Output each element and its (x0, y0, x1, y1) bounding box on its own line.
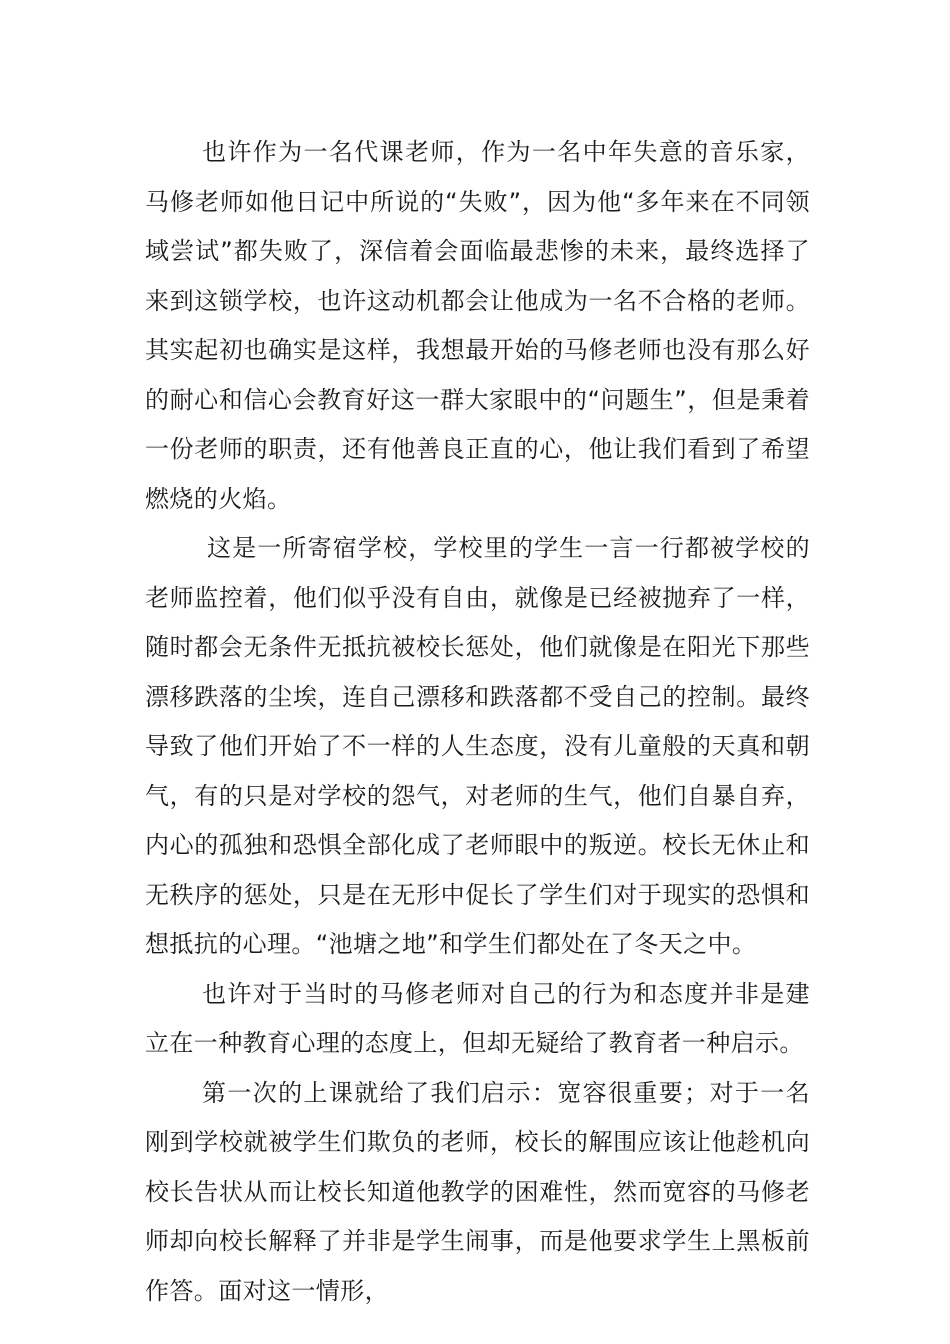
paragraph-4: 第一次的上课就给了我们启示：宽容很重要；对于一名刚到学校就被学生们欺负的老师，校长的解围应该让他趁机向校长告状从而让校长知道他教学的困难性，然而宽容的马修老师却向校长解释了并非是学生闹事，而是他要求学生上黑板前作答。面对这一情形， (145, 1078, 810, 1305)
paragraph-3: 也许对于当时的马修老师对自己的行为和态度并非是建立在一种教育心理的态度上，但却无疑给了教育者一种启示。 (145, 979, 810, 1057)
paragraph-1: 也许作为一名代课老师，作为一名中年失意的音乐家，马修老师如他日记中所说的“失败”，因为他“多年来在不同领域尝试”都失败了，深信着会面临最悲惨的未来，最终选择了来到这锁学校，也许这动机都会让他成为一名不合格的老师。其实起初也确实是这样，我想最开始的马修老师也没有那么好的耐心和信心会教育好这一群大家眼中的“问题生”，但是秉着一份老师的职责，还有他善良正直的心，他让我们看到了希望燃烧的火焰。 (145, 138, 810, 513)
document-body (145, 128, 810, 1316)
paragraph-2: 这是一所寄宿学校，学校里的学生一言一行都被学校的老师监控着，他们似乎没有自由，就像是已经被抛弃了一样，随时都会无条件无抵抗被校长惩处，他们就像是在阳光下那些漂移跌落的尘埃，连自己漂移和跌落都不受自己的控制。最终导致了他们开始了不一样的人生态度，没有儿童般的天真和朝气，有的只是对学校的怨气，对老师的生气，他们自暴自弃，内心的孤独和恐惧全部化成了老师眼中的叛逆。校长无休止和无秩序的惩处，只是在无形中促长了学生们对于现实的恐惧和想抵抗的心理。“池塘之地”和学生们都处在了冬天之中。 (145, 534, 810, 958)
